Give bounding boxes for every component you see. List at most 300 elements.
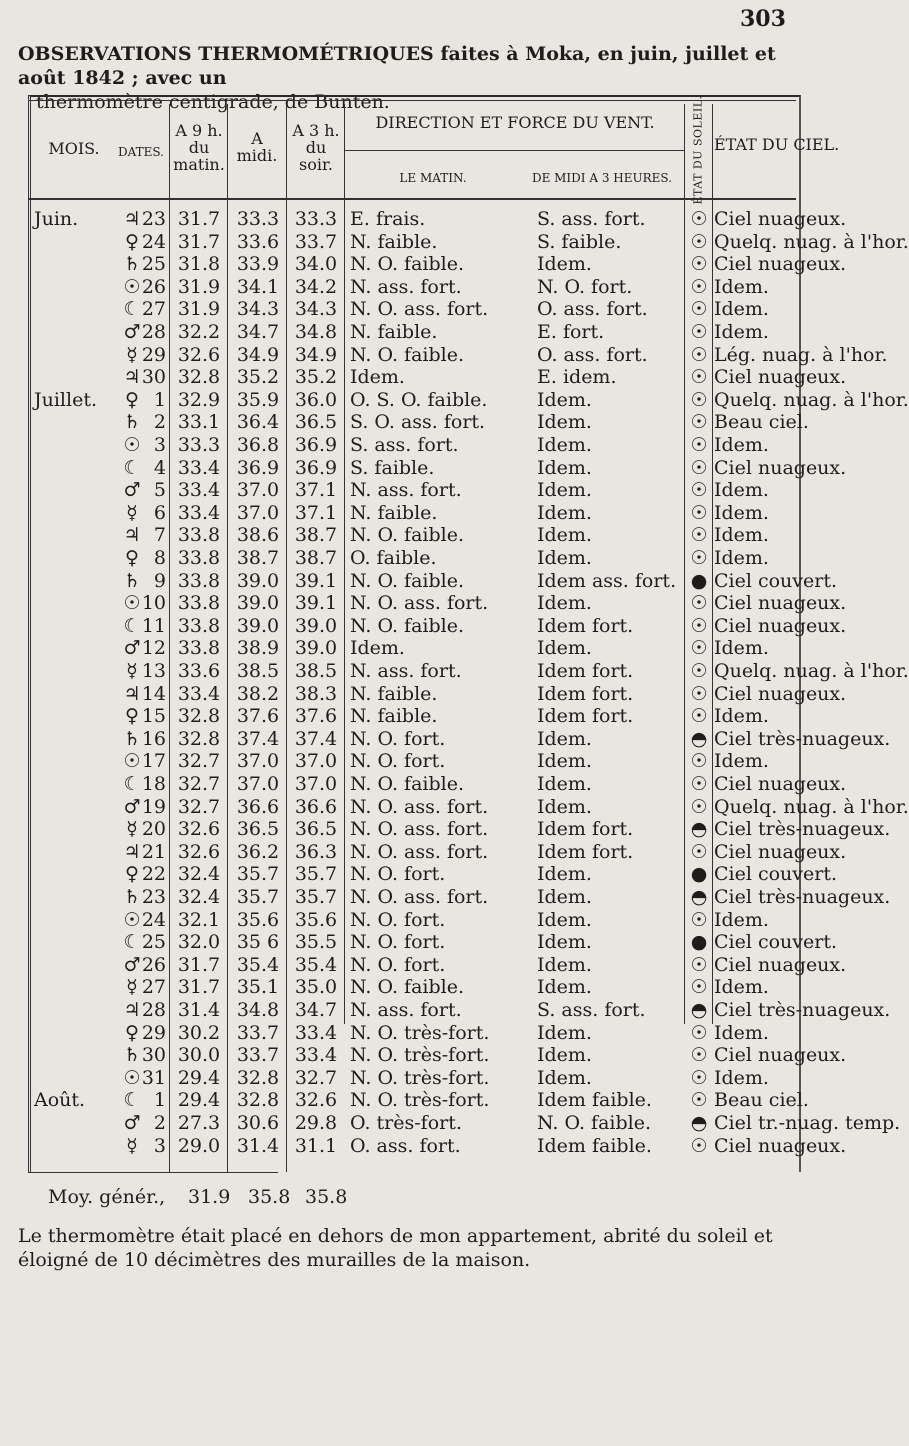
temp-9h-cell: 32.0 bbox=[177, 931, 221, 954]
temp-midi-cell: 37.0 bbox=[236, 479, 280, 502]
temp-3h-cell: 39.1 bbox=[294, 592, 338, 615]
weekday-symbol: ♀ bbox=[125, 1021, 139, 1044]
wind-morning-cell: N. O. ass. fort. bbox=[350, 298, 489, 321]
header-midi: A midi. bbox=[236, 129, 278, 165]
sky-state-cell: Lég. nuag. à l'hor. bbox=[714, 343, 888, 366]
sun-state-icon: ● bbox=[690, 863, 708, 886]
weekday-symbol: ♂ bbox=[123, 479, 141, 502]
wind-morning-cell: N. O. fort. bbox=[350, 931, 446, 954]
sun-state-icon: ● bbox=[690, 931, 708, 954]
temp-9h-cell: 31.9 bbox=[177, 275, 221, 298]
sun-state-icon: ☉ bbox=[690, 411, 708, 434]
wind-morning-cell: N. O. très-fort. bbox=[350, 1021, 490, 1044]
temp-3h-cell: 31.1 bbox=[294, 1134, 338, 1157]
date-cell: 12 bbox=[141, 637, 166, 660]
sun-state-icon: ☉ bbox=[690, 660, 708, 682]
sky-state-cell: Ciel nuageux. bbox=[714, 1134, 847, 1157]
temp-9h-cell: 33.8 bbox=[177, 637, 221, 660]
wind-morning-cell: N. O. faible. bbox=[350, 773, 464, 795]
wind-afternoon-cell: Idem. bbox=[537, 388, 592, 411]
wind-morning-cell: N. O. faible. bbox=[350, 524, 464, 547]
wind-afternoon-cell: E. idem. bbox=[537, 366, 617, 389]
sun-state-icon: ◓ bbox=[690, 1112, 708, 1134]
temp-3h-cell: 36.5 bbox=[294, 818, 338, 841]
wind-morning-cell: N. faible. bbox=[350, 501, 438, 524]
sky-state-cell: Idem. bbox=[714, 524, 769, 547]
header-sun-state: ÉTAT DU SOLEIL. bbox=[691, 95, 705, 205]
table-row bbox=[28, 411, 809, 434]
temp-9h-cell: 32.6 bbox=[177, 343, 221, 366]
date-cell: 3 bbox=[153, 434, 166, 456]
temp-midi-cell: 35 6 bbox=[236, 931, 280, 954]
sky-state-cell: Ciel très-nuageux. bbox=[714, 818, 891, 841]
temp-midi-cell: 36.2 bbox=[236, 840, 280, 863]
temp-3h-cell: 36.3 bbox=[294, 840, 338, 863]
weekday-symbol: ♀ bbox=[125, 705, 139, 728]
table-row bbox=[28, 931, 838, 954]
table-row bbox=[28, 1067, 796, 1089]
date-cell: 21 bbox=[141, 840, 166, 863]
wind-morning-cell: S. O. ass. fort. bbox=[350, 411, 486, 434]
weekday-symbol: ♃ bbox=[123, 366, 141, 389]
wind-morning-cell: N. ass. fort. bbox=[350, 479, 462, 502]
table-row bbox=[28, 1134, 847, 1157]
temp-9h-cell: 31.7 bbox=[177, 976, 221, 999]
sun-state-icon: ◓ bbox=[690, 818, 708, 841]
temp-3h-cell: 33.4 bbox=[294, 1044, 338, 1067]
weekday-symbol: ♂ bbox=[123, 321, 141, 343]
temp-9h-cell: 32.7 bbox=[177, 795, 221, 818]
temp-9h-cell: 31.7 bbox=[177, 208, 221, 230]
sky-state-cell: Idem. bbox=[714, 479, 769, 502]
wind-afternoon-cell: S. faible. bbox=[537, 230, 622, 253]
temp-9h-cell: 32.6 bbox=[177, 840, 221, 863]
weekday-symbol: ☿ bbox=[126, 976, 138, 999]
date-cell: 17 bbox=[141, 750, 166, 773]
temp-3h-cell: 36.0 bbox=[294, 388, 338, 411]
wind-morning-cell: O. S. O. faible. bbox=[350, 388, 488, 411]
sky-state-cell: Ciel nuageux. bbox=[714, 614, 847, 637]
sky-state-cell: Ciel nuageux. bbox=[714, 1044, 847, 1067]
temp-midi-cell: 39.0 bbox=[236, 614, 280, 637]
table-row bbox=[28, 502, 796, 524]
header-wind: DIRECTION ET FORCE DU VENT. bbox=[375, 113, 655, 132]
date-cell: 31 bbox=[141, 1066, 166, 1089]
temp-3h-cell: 33.7 bbox=[294, 230, 338, 253]
month-cell: Juillet. bbox=[34, 388, 98, 411]
page-number: 303 bbox=[740, 6, 786, 32]
sky-state-cell: Ciel couvert. bbox=[714, 569, 838, 592]
temp-midi-cell: 34.3 bbox=[236, 298, 280, 321]
temp-midi-cell: 38.5 bbox=[236, 660, 280, 682]
wind-afternoon-cell: Idem. bbox=[537, 773, 592, 795]
table-row bbox=[28, 434, 796, 456]
sky-state-cell: Idem. bbox=[714, 637, 769, 660]
sun-state-icon: ◓ bbox=[690, 886, 708, 908]
temp-9h-cell: 32.7 bbox=[177, 750, 221, 773]
weekday-symbol: ♃ bbox=[123, 524, 141, 547]
wind-morning-cell: N. faible. bbox=[350, 682, 438, 705]
table-row bbox=[28, 343, 888, 366]
sky-state-cell: Idem. bbox=[714, 1066, 769, 1089]
date-cell: 7 bbox=[153, 524, 166, 547]
temp-3h-cell: 39.0 bbox=[294, 637, 338, 660]
temp-midi-cell: 37.6 bbox=[236, 705, 280, 728]
temp-9h-cell: 32.8 bbox=[177, 366, 221, 389]
wind-afternoon-cell: Idem. bbox=[537, 1044, 592, 1067]
weekday-symbol: ☉ bbox=[123, 592, 141, 615]
weekday-symbol: ☾ bbox=[123, 614, 141, 637]
wind-morning-cell: Idem. bbox=[350, 637, 405, 660]
table-row bbox=[28, 863, 838, 886]
weekday-symbol: ♄ bbox=[123, 1044, 141, 1067]
date-cell: 16 bbox=[141, 727, 166, 750]
wind-afternoon-cell: E. fort. bbox=[537, 321, 605, 343]
wind-afternoon-cell: O. ass. fort. bbox=[537, 343, 648, 366]
wind-morning-cell: S. ass. fort. bbox=[350, 434, 459, 456]
date-cell: 18 bbox=[141, 773, 166, 795]
table-row bbox=[28, 1022, 796, 1044]
wind-morning-cell: N. O. faible. bbox=[350, 614, 464, 637]
wind-morning-cell: Idem. bbox=[350, 366, 405, 389]
date-cell: 4 bbox=[153, 456, 166, 479]
weekday-symbol: ☉ bbox=[123, 908, 141, 931]
sky-state-cell: Ciel tr.-nuag. temp. bbox=[714, 1112, 901, 1134]
wind-afternoon-cell: Idem. bbox=[537, 547, 592, 569]
wind-afternoon-cell: Idem. bbox=[537, 931, 592, 954]
table-row bbox=[28, 705, 796, 727]
wind-afternoon-cell: Idem. bbox=[537, 953, 592, 976]
temp-3h-cell: 33.3 bbox=[294, 208, 338, 230]
temp-9h-cell: 33.8 bbox=[177, 592, 221, 615]
weekday-symbol: ☾ bbox=[123, 1089, 141, 1112]
temp-9h-cell: 29.4 bbox=[177, 1089, 221, 1112]
temp-9h-cell: 29.4 bbox=[177, 1066, 221, 1089]
temp-midi-cell: 36.9 bbox=[236, 456, 280, 479]
sky-state-cell: Ciel nuageux. bbox=[714, 682, 847, 705]
sky-state-cell: Idem. bbox=[714, 298, 769, 321]
temp-3h-cell: 34.8 bbox=[294, 321, 338, 343]
table-row bbox=[28, 727, 891, 750]
temp-3h-cell: 32.7 bbox=[294, 1066, 338, 1089]
temp-9h-cell: 31.8 bbox=[177, 253, 221, 276]
date-cell: 25 bbox=[141, 253, 166, 276]
temp-3h-cell: 29.8 bbox=[294, 1112, 338, 1134]
wind-afternoon-cell: Idem. bbox=[537, 976, 592, 999]
temp-3h-cell: 35.7 bbox=[294, 863, 338, 886]
weekday-symbol: ♃ bbox=[123, 840, 141, 863]
temp-9h-cell: 29.0 bbox=[177, 1134, 221, 1157]
table-row bbox=[28, 1112, 901, 1134]
date-cell: 26 bbox=[141, 953, 166, 976]
date-cell: 24 bbox=[141, 908, 166, 931]
temp-3h-cell: 34.2 bbox=[294, 275, 338, 298]
temp-midi-cell: 32.8 bbox=[236, 1089, 280, 1112]
weekday-symbol: ☉ bbox=[123, 750, 141, 773]
wind-afternoon-cell: Idem. bbox=[537, 795, 592, 818]
temp-9h-cell: 32.8 bbox=[177, 727, 221, 750]
weekday-symbol: ♄ bbox=[123, 411, 141, 434]
date-cell: 10 bbox=[141, 592, 166, 615]
wind-morning-cell: N. O. fort. bbox=[350, 863, 446, 886]
temp-3h-cell: 37.0 bbox=[294, 750, 338, 773]
sun-state-icon: ☉ bbox=[690, 321, 708, 343]
date-cell: 24 bbox=[141, 230, 166, 253]
temp-midi-cell: 36.4 bbox=[236, 411, 280, 434]
temp-3h-cell: 35.7 bbox=[294, 886, 338, 908]
temp-9h-cell: 30.0 bbox=[177, 1044, 221, 1067]
sun-state-icon: ☉ bbox=[690, 682, 708, 705]
date-cell: 28 bbox=[141, 321, 166, 343]
wind-afternoon-cell: N. O. fort. bbox=[537, 275, 633, 298]
temp-midi-cell: 33.7 bbox=[236, 1044, 280, 1067]
table-row bbox=[28, 456, 847, 479]
temp-midi-cell: 39.0 bbox=[236, 592, 280, 615]
weekday-symbol: ☿ bbox=[126, 501, 138, 524]
wind-morning-cell: O. très-fort. bbox=[350, 1112, 462, 1134]
temp-9h-cell: 31.4 bbox=[177, 999, 221, 1021]
sun-state-icon: ☉ bbox=[690, 253, 708, 276]
sky-state-cell: Ciel très-nuageux. bbox=[714, 727, 891, 750]
sky-state-cell: Ciel nuageux. bbox=[714, 253, 847, 276]
temp-9h-cell: 32.6 bbox=[177, 818, 221, 841]
temp-9h-cell: 27.3 bbox=[177, 1112, 221, 1134]
weekday-symbol: ♀ bbox=[125, 230, 139, 253]
weekday-symbol: ☿ bbox=[126, 1134, 138, 1157]
temp-3h-cell: 33.4 bbox=[294, 1021, 338, 1044]
temp-midi-cell: 31.4 bbox=[236, 1134, 280, 1157]
table-row bbox=[28, 208, 847, 230]
sun-state-icon: ☉ bbox=[690, 501, 708, 524]
wind-morning-cell: N. O. ass. fort. bbox=[350, 818, 489, 841]
table-row bbox=[28, 298, 796, 320]
date-cell: 22 bbox=[141, 863, 166, 886]
date-cell: 26 bbox=[141, 275, 166, 298]
sun-state-icon: ☉ bbox=[690, 388, 708, 411]
wind-afternoon-cell: Idem. bbox=[537, 908, 592, 931]
table-row bbox=[28, 886, 891, 908]
temp-9h-cell: 32.8 bbox=[177, 705, 221, 728]
temp-midi-cell: 33.9 bbox=[236, 253, 280, 276]
average-3h: 35.8 bbox=[305, 1186, 348, 1208]
temp-midi-cell: 37.0 bbox=[236, 773, 280, 795]
sky-state-cell: Idem. bbox=[714, 501, 769, 524]
wind-morning-cell: N. O. faible. bbox=[350, 343, 464, 366]
wind-afternoon-cell: Idem faible. bbox=[537, 1089, 652, 1112]
temp-midi-cell: 33.7 bbox=[236, 1021, 280, 1044]
table-row bbox=[28, 592, 847, 615]
wind-morning-cell: O. ass. fort. bbox=[350, 1134, 461, 1157]
wind-morning-cell: S. faible. bbox=[350, 456, 435, 479]
sky-state-cell: Ciel très-nuageux. bbox=[714, 886, 891, 908]
table-row bbox=[28, 366, 847, 389]
sun-state-icon: ☉ bbox=[690, 479, 708, 502]
sky-state-cell: Quelq. nuag. à l'hor. bbox=[714, 388, 909, 411]
temp-3h-cell: 35.2 bbox=[294, 366, 338, 389]
wind-morning-cell: N. O. faible. bbox=[350, 976, 464, 999]
weekday-symbol: ♂ bbox=[123, 795, 141, 818]
temp-midi-cell: 38.2 bbox=[236, 682, 280, 705]
sun-state-icon: ☉ bbox=[690, 908, 708, 931]
temp-midi-cell: 35.7 bbox=[236, 886, 280, 908]
temp-9h-cell: 31.7 bbox=[177, 230, 221, 253]
header-9h: A 9 h. du matin. bbox=[173, 121, 225, 174]
date-cell: 11 bbox=[141, 614, 166, 637]
wind-afternoon-cell: Idem. bbox=[537, 456, 592, 479]
date-cell: 6 bbox=[153, 501, 166, 524]
table-row bbox=[28, 682, 847, 705]
temp-9h-cell: 33.4 bbox=[177, 479, 221, 502]
temp-9h-cell: 33.3 bbox=[177, 434, 221, 456]
table-row bbox=[28, 569, 838, 592]
table-row bbox=[28, 388, 909, 411]
table-row bbox=[28, 321, 796, 343]
sun-state-icon: ☉ bbox=[690, 208, 708, 230]
wind-morning-cell: N. ass. fort. bbox=[350, 660, 462, 682]
temp-3h-cell: 35.5 bbox=[294, 931, 338, 954]
table-row bbox=[28, 1089, 809, 1112]
sun-state-icon: ☉ bbox=[690, 1089, 708, 1112]
weekday-symbol: ☾ bbox=[123, 773, 141, 795]
wind-morning-cell: N. faible. bbox=[350, 321, 438, 343]
temp-3h-cell: 32.6 bbox=[294, 1089, 338, 1112]
sun-state-icon: ☉ bbox=[690, 547, 708, 569]
wind-header-rule bbox=[345, 150, 684, 151]
sun-state-icon: ☉ bbox=[690, 750, 708, 773]
temp-midi-cell: 39.0 bbox=[236, 569, 280, 592]
temp-3h-cell: 36.9 bbox=[294, 434, 338, 456]
sky-state-cell: Ciel nuageux. bbox=[714, 773, 847, 795]
temp-3h-cell: 35.0 bbox=[294, 976, 338, 999]
wind-afternoon-cell: Idem. bbox=[537, 501, 592, 524]
weekday-symbol: ♀ bbox=[125, 863, 139, 886]
weekday-symbol: ♂ bbox=[123, 637, 141, 660]
table-row bbox=[28, 909, 796, 931]
date-cell: 27 bbox=[141, 298, 166, 321]
date-cell: 8 bbox=[153, 547, 166, 569]
wind-afternoon-cell: S. ass. fort. bbox=[537, 208, 646, 230]
wind-afternoon-cell: Idem fort. bbox=[537, 818, 634, 841]
temp-midi-cell: 35.1 bbox=[236, 976, 280, 999]
temp-9h-cell: 31.9 bbox=[177, 298, 221, 321]
wind-morning-cell: N. O. fort. bbox=[350, 750, 446, 773]
date-cell: 1 bbox=[153, 1089, 166, 1112]
temp-midi-cell: 38.7 bbox=[236, 547, 280, 569]
title-line-1: OBSERVATIONS THERMOMÉTRIQUES faites à Moka, en juin, juillet et août 1842 ; avec un bbox=[18, 43, 776, 89]
temp-9h-cell: 33.1 bbox=[177, 411, 221, 434]
sky-state-cell: Idem. bbox=[714, 1021, 769, 1044]
temp-midi-cell: 35.6 bbox=[236, 908, 280, 931]
sky-state-cell: Idem. bbox=[714, 321, 769, 343]
sky-state-cell: Ciel nuageux. bbox=[714, 366, 847, 389]
temp-midi-cell: 34.9 bbox=[236, 343, 280, 366]
wind-afternoon-cell: S. ass. fort. bbox=[537, 999, 646, 1021]
sun-state-icon: ☉ bbox=[690, 1044, 708, 1067]
wind-morning-cell: N. O. ass. fort. bbox=[350, 840, 489, 863]
weekday-symbol: ☿ bbox=[126, 660, 138, 682]
sun-state-icon: ☉ bbox=[690, 592, 708, 615]
date-cell: 14 bbox=[141, 682, 166, 705]
wind-afternoon-cell: Idem. bbox=[537, 863, 592, 886]
date-cell: 15 bbox=[141, 705, 166, 728]
sun-state-icon: ☉ bbox=[690, 366, 708, 389]
temp-3h-cell: 38.5 bbox=[294, 660, 338, 682]
wind-afternoon-cell: Idem. bbox=[537, 1066, 592, 1089]
header-wind-morning: LE MATIN. bbox=[399, 171, 467, 185]
date-cell: 3 bbox=[153, 1134, 166, 1157]
temp-3h-cell: 38.3 bbox=[294, 682, 338, 705]
sky-state-cell: Ciel nuageux. bbox=[714, 953, 847, 976]
date-cell: 19 bbox=[141, 795, 166, 818]
sky-state-cell: Quelq. nuag. à l'hor. bbox=[714, 660, 909, 682]
table-row bbox=[28, 253, 847, 276]
table-row bbox=[28, 230, 909, 253]
weekday-symbol: ☾ bbox=[123, 931, 141, 954]
date-cell: 30 bbox=[141, 366, 166, 389]
temp-9h-cell: 33.8 bbox=[177, 569, 221, 592]
title-line-2: thermomètre centigrade, de Bunten. bbox=[36, 91, 390, 113]
date-cell: 29 bbox=[141, 1021, 166, 1044]
sky-state-cell: Quelq. nuag. à l'hor. bbox=[714, 230, 909, 253]
wind-morning-cell: N. O. ass. fort. bbox=[350, 886, 489, 908]
sun-state-icon: ☉ bbox=[690, 524, 708, 547]
table-row bbox=[28, 276, 796, 298]
sun-state-icon: ☉ bbox=[690, 976, 708, 999]
temp-midi-cell: 36.8 bbox=[236, 434, 280, 456]
temp-3h-cell: 39.1 bbox=[294, 569, 338, 592]
temp-9h-cell: 33.6 bbox=[177, 660, 221, 682]
sun-state-icon: ☉ bbox=[690, 840, 708, 863]
temp-3h-cell: 38.7 bbox=[294, 547, 338, 569]
header-rule bbox=[28, 198, 796, 200]
wind-afternoon-cell: Idem. bbox=[537, 750, 592, 773]
temp-3h-cell: 37.4 bbox=[294, 727, 338, 750]
sky-state-cell: Ciel nuageux. bbox=[714, 208, 847, 230]
temp-9h-cell: 32.2 bbox=[177, 321, 221, 343]
wind-morning-cell: N. O. ass. fort. bbox=[350, 592, 489, 615]
sun-state-icon: ☉ bbox=[690, 705, 708, 728]
wind-afternoon-cell: Idem. bbox=[537, 637, 592, 660]
table-row bbox=[28, 750, 796, 772]
table-row bbox=[28, 614, 847, 637]
temp-midi-cell: 30.6 bbox=[236, 1112, 280, 1134]
temp-3h-cell: 36.6 bbox=[294, 795, 338, 818]
wind-morning-cell: O. faible. bbox=[350, 547, 437, 569]
date-cell: 25 bbox=[141, 931, 166, 954]
wind-afternoon-cell: Idem fort. bbox=[537, 660, 634, 682]
weekday-symbol: ☾ bbox=[123, 456, 141, 479]
wind-afternoon-cell: Idem ass. fort. bbox=[537, 569, 677, 592]
sky-state-cell: Idem. bbox=[714, 434, 769, 456]
sun-state-icon: ☉ bbox=[690, 1066, 708, 1089]
sun-state-icon: ☉ bbox=[690, 1021, 708, 1044]
temp-3h-cell: 37.0 bbox=[294, 773, 338, 795]
wind-morning-cell: N. O. ass. fort. bbox=[350, 795, 489, 818]
temp-midi-cell: 35.4 bbox=[236, 953, 280, 976]
sun-state-icon: ☉ bbox=[690, 953, 708, 976]
wind-afternoon-cell: Idem. bbox=[537, 411, 592, 434]
wind-morning-cell: N. O. fort. bbox=[350, 727, 446, 750]
sun-state-icon: ☉ bbox=[690, 773, 708, 795]
temp-3h-cell: 37.1 bbox=[294, 479, 338, 502]
wind-morning-cell: N. ass. fort. bbox=[350, 999, 462, 1021]
wind-morning-cell: N. O. très-fort. bbox=[350, 1089, 490, 1112]
wind-morning-cell: N. ass. fort. bbox=[350, 275, 462, 298]
date-cell: 1 bbox=[153, 388, 166, 411]
temp-9h-cell: 33.8 bbox=[177, 524, 221, 547]
sun-state-icon: ☉ bbox=[690, 614, 708, 637]
wind-afternoon-cell: Idem. bbox=[537, 479, 592, 502]
